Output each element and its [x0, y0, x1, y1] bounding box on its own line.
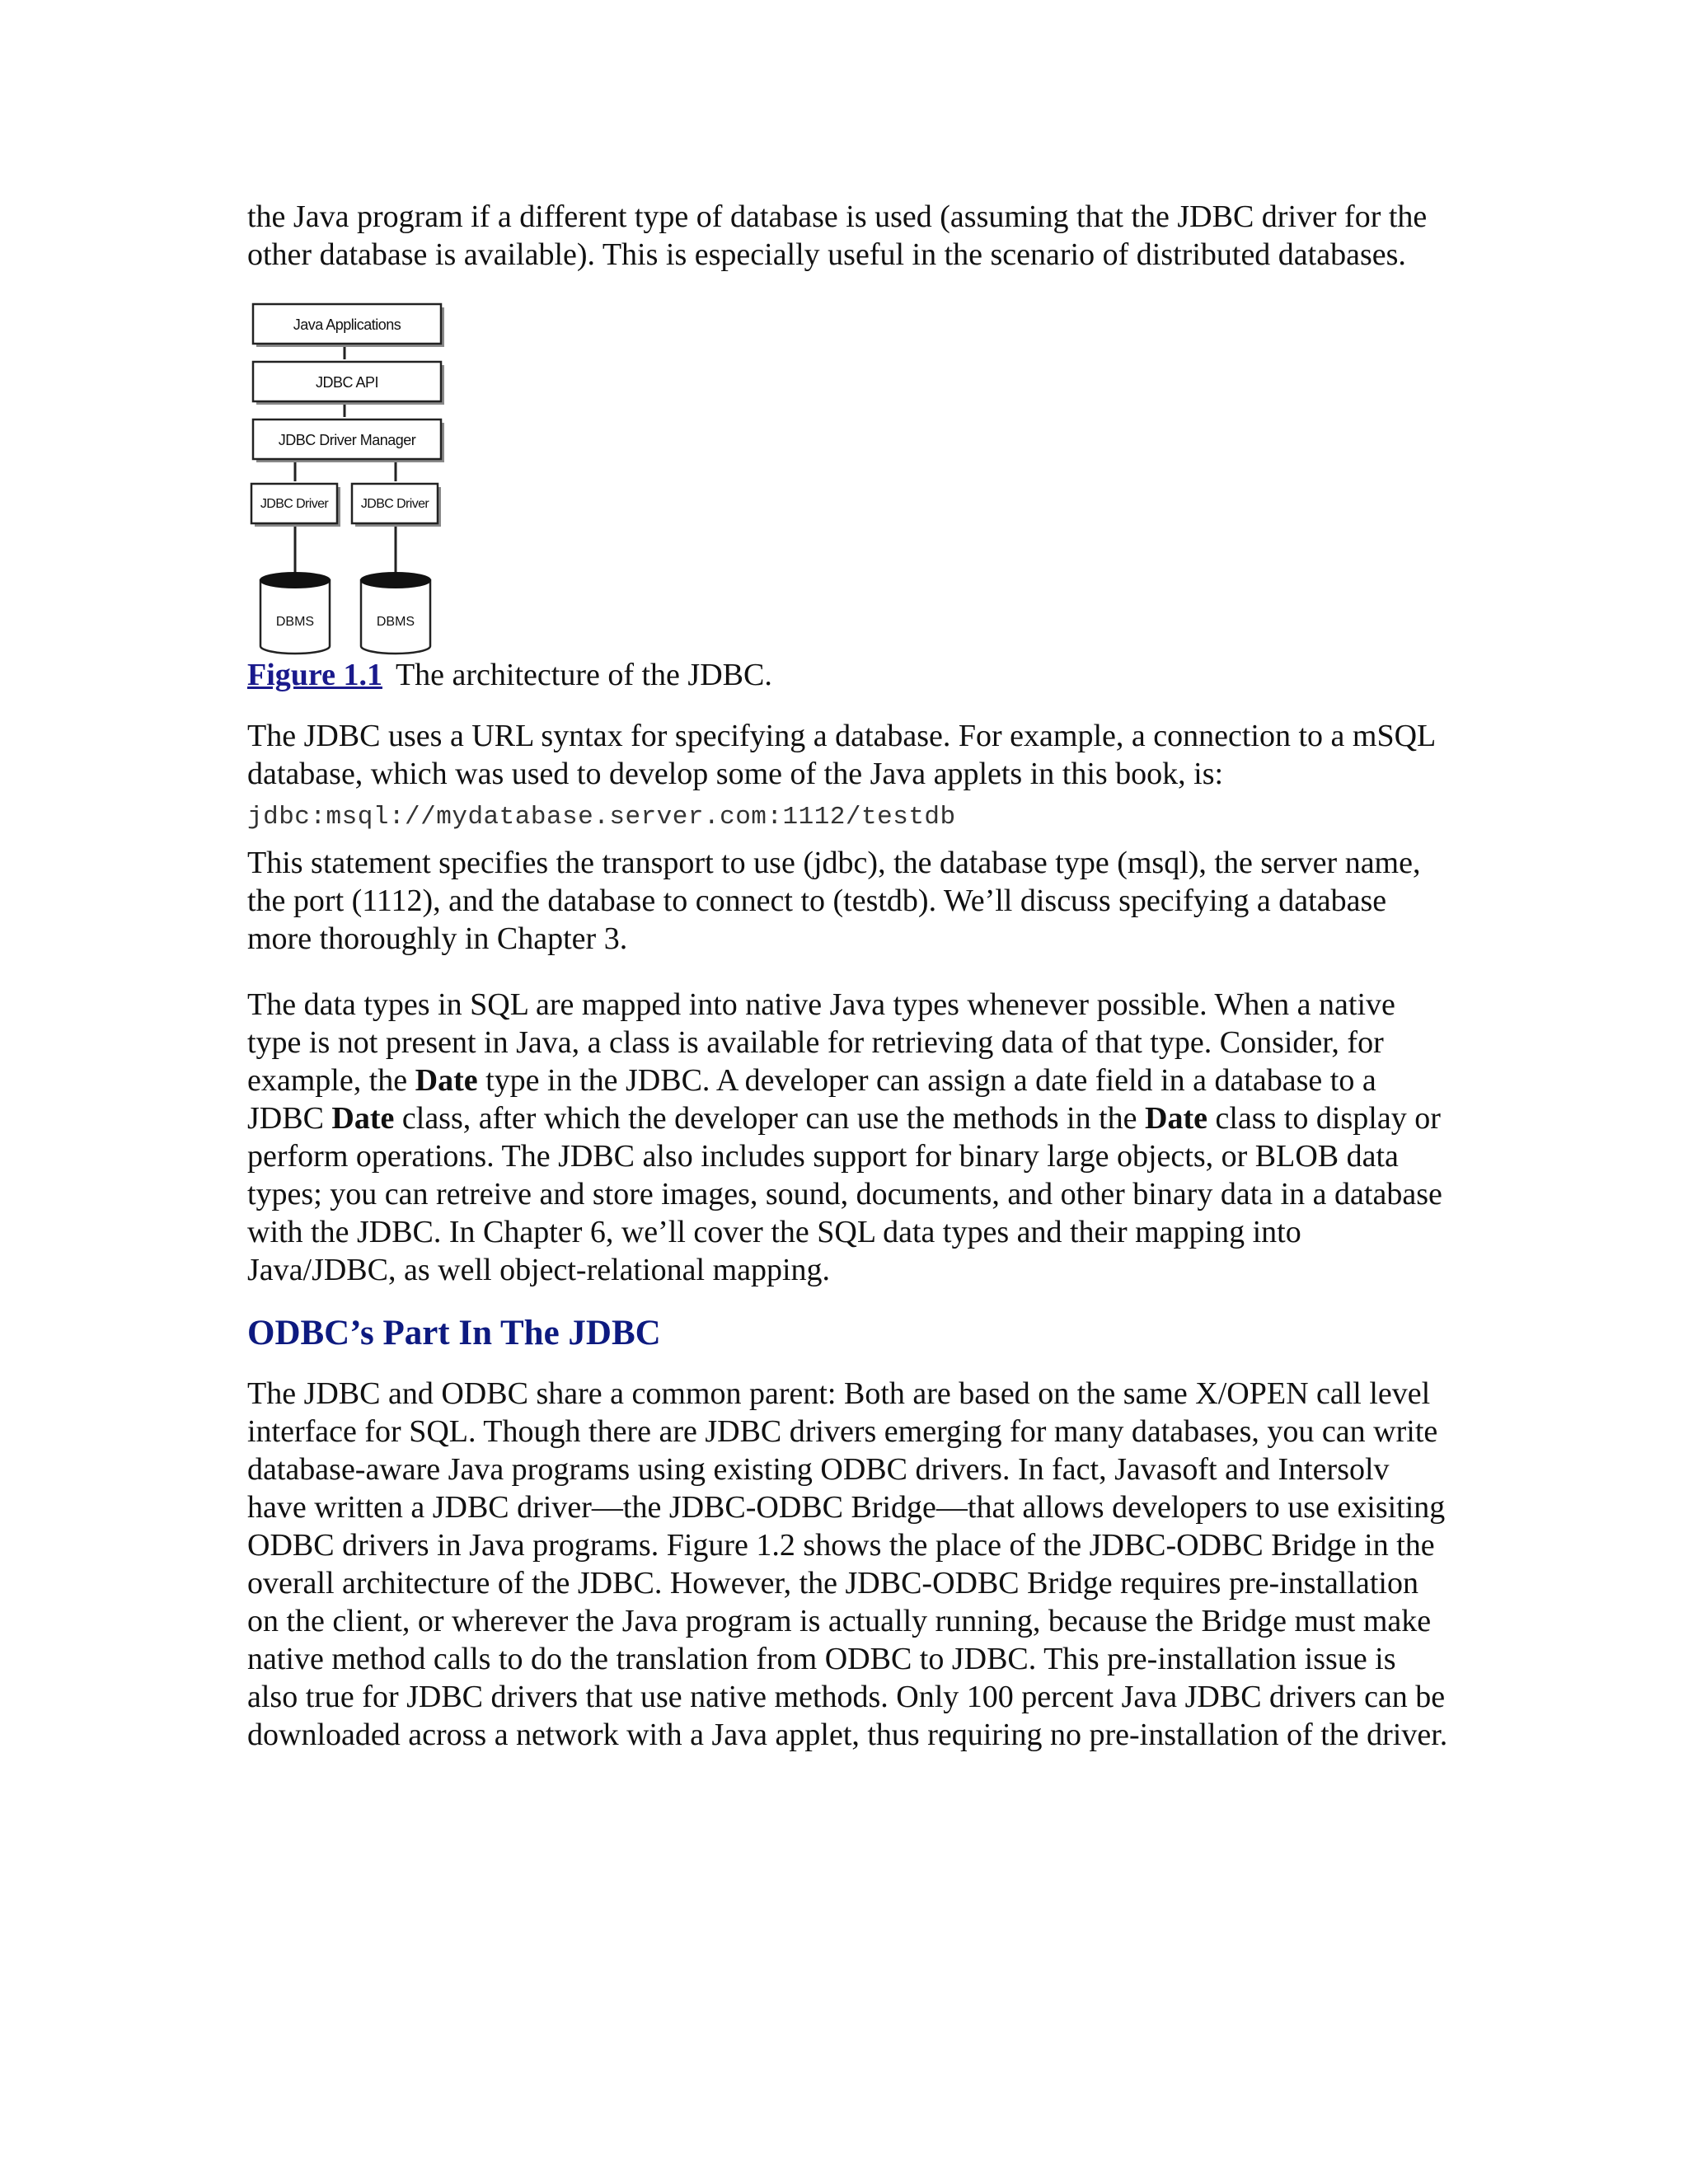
java-applications-box: [253, 304, 444, 347]
jdbc-url-code: jdbc:msql://mydatabase.server.com:1112/testdb: [247, 803, 956, 832]
dbms-left-cylinder: [260, 573, 330, 654]
figure-caption: [247, 656, 1451, 694]
data-types-paragraph: [247, 986, 1451, 1289]
data-types-text-4: class to display or perform operations. The JDBC also includes support for binary large objects, or BLOB data types; you can retreive and store images, sound, documents, and other binary data in a database with the JDBC. In Chapter 6, we’ll cover the SQL data types and their mapping into Java/JDBC, as well object-relational mapping.: [247, 1101, 1442, 1287]
intro-paragraph: the Java program if a different type of database is used (assuming that the JDBC driver for the other database is available). This is especially useful in the scenario of distributed databases.: [247, 199, 1428, 272]
jdbc-api-label: JDBC API: [315, 374, 379, 391]
figure-1-1-link[interactable]: Figure 1.1: [247, 658, 382, 692]
figure-caption-text: The architecture of the JDBC.: [395, 658, 772, 692]
jdbc-driver-right-label: JDBC Driver: [360, 497, 429, 511]
jdbc-driver-manager-label: JDBC Driver Manager: [278, 432, 416, 448]
url-syntax-paragraph: The JDBC uses a URL syntax for specifying a database. For example, a connection to a mSQL database, which was used to develop some of the Java applets in this book, is:: [247, 719, 1435, 791]
jdbc-driver-right-box: [352, 484, 441, 527]
document-page: [247, 198, 1451, 1754]
date-term-3: Date: [1145, 1101, 1207, 1136]
jdbc-architecture-figure: [247, 302, 453, 656]
date-term-1: Date: [415, 1063, 478, 1098]
java-applications-label: Java Applications: [293, 316, 401, 333]
section-heading: ODBC’s Part In The JDBC: [247, 1314, 661, 1352]
url-explanation-paragraph: This statement specifies the transport to use (jdbc), the database type (msql), the server name, the port (1112), and the database to connect to (testdb). We’ll discuss specifying a database more thoroughly in Chapter 3.: [247, 846, 1421, 956]
data-types-text-2: type in the JDBC. A developer can assign a date field in a database to a JDBC: [247, 1063, 1376, 1136]
data-types-text-3: class, after which the developer can use the methods in the: [394, 1101, 1146, 1136]
jdbc-api-box: [253, 362, 444, 405]
paragraph-gap: [247, 958, 1451, 986]
jdbc-driver-left-box: [251, 484, 340, 527]
jdbc-driver-left-label: JDBC Driver: [260, 497, 329, 511]
data-types-text-1: The data types in SQL are mapped into native Java types whenever possible. When a native type is not present in Java, a class is available for retrieving data of that type. Consider, for example, the: [247, 987, 1395, 1098]
dbms-right-cylinder: [361, 573, 430, 654]
odbc-paragraph: The JDBC and ODBC share a common parent: Both are based on the same X/OPEN call level interface for SQL. Though there are JDBC drivers emerging for many databases, you can write database-aware Java programs using existing ODBC drivers. In fact, Javasoft and Intersolv have written a JDBC driver—the JDBC-ODBC Bridge—that allows developers to use exisiting ODBC drivers in Java programs. Figure 1.2 shows the place of the JDBC-ODBC Bridge in the overall architecture of the JDBC. However, the JDBC-ODBC Bridge requires pre-installation on the client, or wherever the Java program is actually running, because the Bridge must make native method calls to do the translation from ODBC to JDBC. This pre-installation issue is also true for JDBC drivers that use native methods. Only 100 percent Java JDBC drivers can be downloaded across a network with a Java applet, thus requiring no pre-installation of the driver.: [247, 1376, 1448, 1752]
dbms-left-label: DBMS: [275, 615, 315, 629]
jdbc-driver-manager-box: [253, 419, 444, 462]
dbms-right-label: DBMS: [376, 615, 415, 629]
date-term-2: Date: [331, 1101, 395, 1136]
